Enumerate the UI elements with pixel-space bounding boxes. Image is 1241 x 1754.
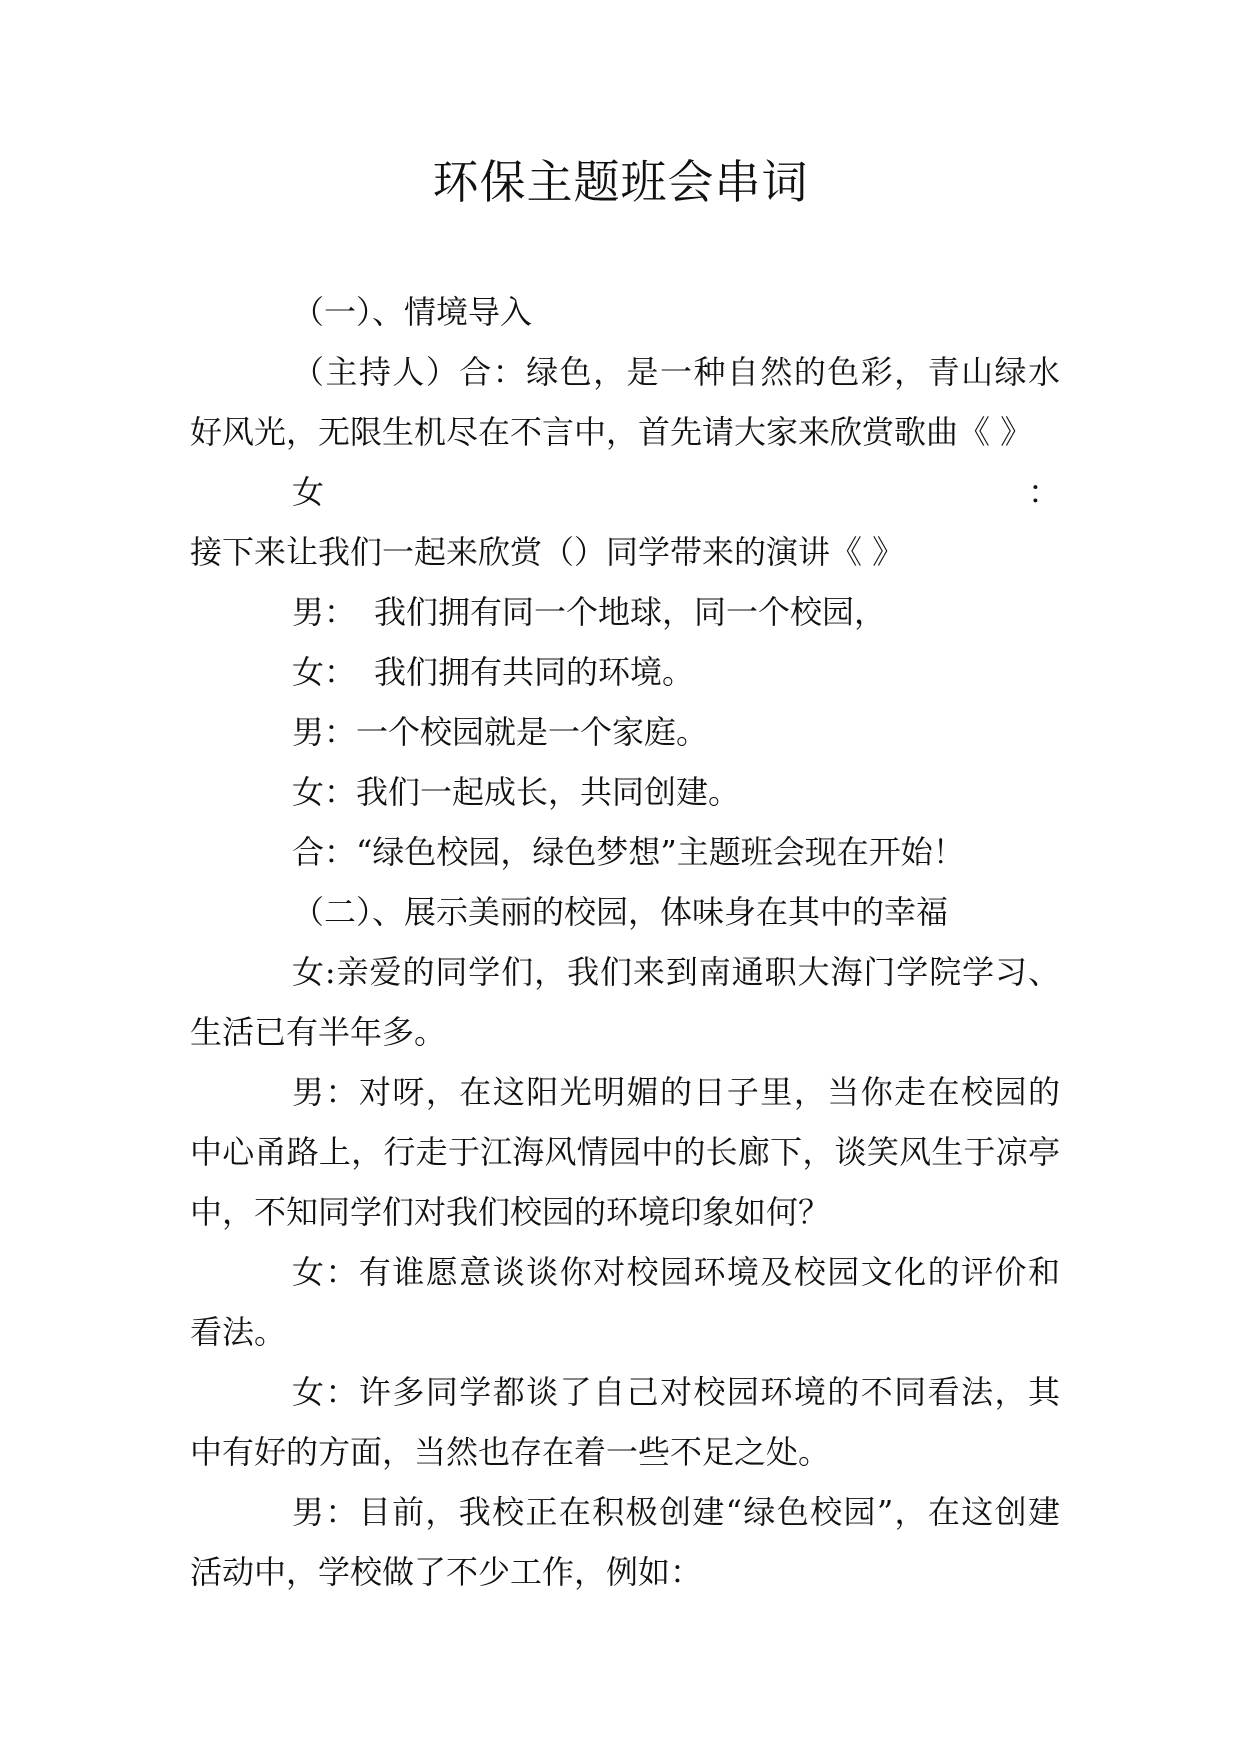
paragraph-text: 绿色，是一种自然的色彩，青山绿水好风光，无限生机尽在不言中，首先请大家来欣赏歌曲《 》	[190, 353, 1060, 451]
paragraph-text: 一个校园就是一个家庭。	[356, 713, 709, 751]
paragraph	[190, 1062, 1060, 1242]
paragraph-text: “绿色校园，绿色梦想”主题班会现在开始！	[356, 833, 965, 871]
document-title: 环保主题班会串词	[432, 155, 809, 209]
paragraph-text: （二）、展示美丽的校园，体味身在其中的幸福	[292, 893, 949, 931]
paragraph-text: 接下来让我们一起来欣赏（）同学带来的演讲《 》	[190, 533, 905, 571]
paragraph	[190, 702, 1060, 762]
paragraph	[190, 942, 1060, 1062]
document-body	[190, 282, 1060, 1602]
paragraph	[190, 1482, 1060, 1602]
section-heading-2	[190, 882, 1060, 942]
paragraph-text: （一）、情境导入	[292, 293, 533, 331]
speaker-label: 女：	[292, 1373, 359, 1411]
speaker-label: 女：	[292, 1253, 359, 1291]
section-heading-1	[190, 282, 1060, 342]
paragraph-text: 有谁愿意谈谈你对校园环境及校园文化的评价和看法。	[190, 1253, 1060, 1351]
speaker-label: 女:	[292, 953, 336, 991]
speaker-label: 女：	[292, 473, 1060, 511]
paragraph	[190, 342, 1060, 462]
paragraph-text: 我们拥有同一个地球，同一个校园，	[374, 593, 887, 631]
speaker-label: （主持人）合：	[292, 353, 527, 391]
paragraph-text: 我们一起成长，共同创建。	[356, 773, 741, 811]
speaker-label: 男：	[292, 1493, 359, 1531]
speaker-label: 男：	[292, 713, 357, 751]
speaker-label: 女：	[292, 773, 357, 811]
paragraph-text: 目前，我校正在积极创建“绿色校园”，在这创建活动中，学校做了不少工作，例如：	[190, 1493, 1060, 1591]
paragraph	[190, 642, 1060, 702]
paragraph-text: 我们拥有共同的环境。	[374, 653, 695, 691]
paragraph	[190, 1242, 1060, 1362]
speaker-label: 女：	[292, 653, 357, 691]
paragraph-text: 对呀，在这阳光明媚的日子里，当你走在校园的中心甬路上，行走于江海风情园中的长廊下，谈笑风生于凉亭中，不知同学们对我们校园的环境印象如何？	[190, 1073, 1060, 1231]
paragraph	[190, 462, 1060, 582]
paragraph	[190, 1362, 1060, 1482]
speaker-label: 男：	[292, 1073, 359, 1111]
paragraph	[190, 762, 1060, 822]
paragraph	[190, 822, 1060, 882]
speaker-label: 合：	[292, 833, 357, 871]
speaker-label: 男：	[292, 593, 357, 631]
paragraph-text: 亲爱的同学们，我们来到南通职大海门学院学习、生活已有半年多。	[190, 953, 1060, 1051]
paragraph-text: 许多同学都谈了自己对校园环境的不同看法，其中有好的方面，当然也存在着一些不足之处。	[190, 1373, 1060, 1471]
paragraph	[190, 582, 1060, 642]
